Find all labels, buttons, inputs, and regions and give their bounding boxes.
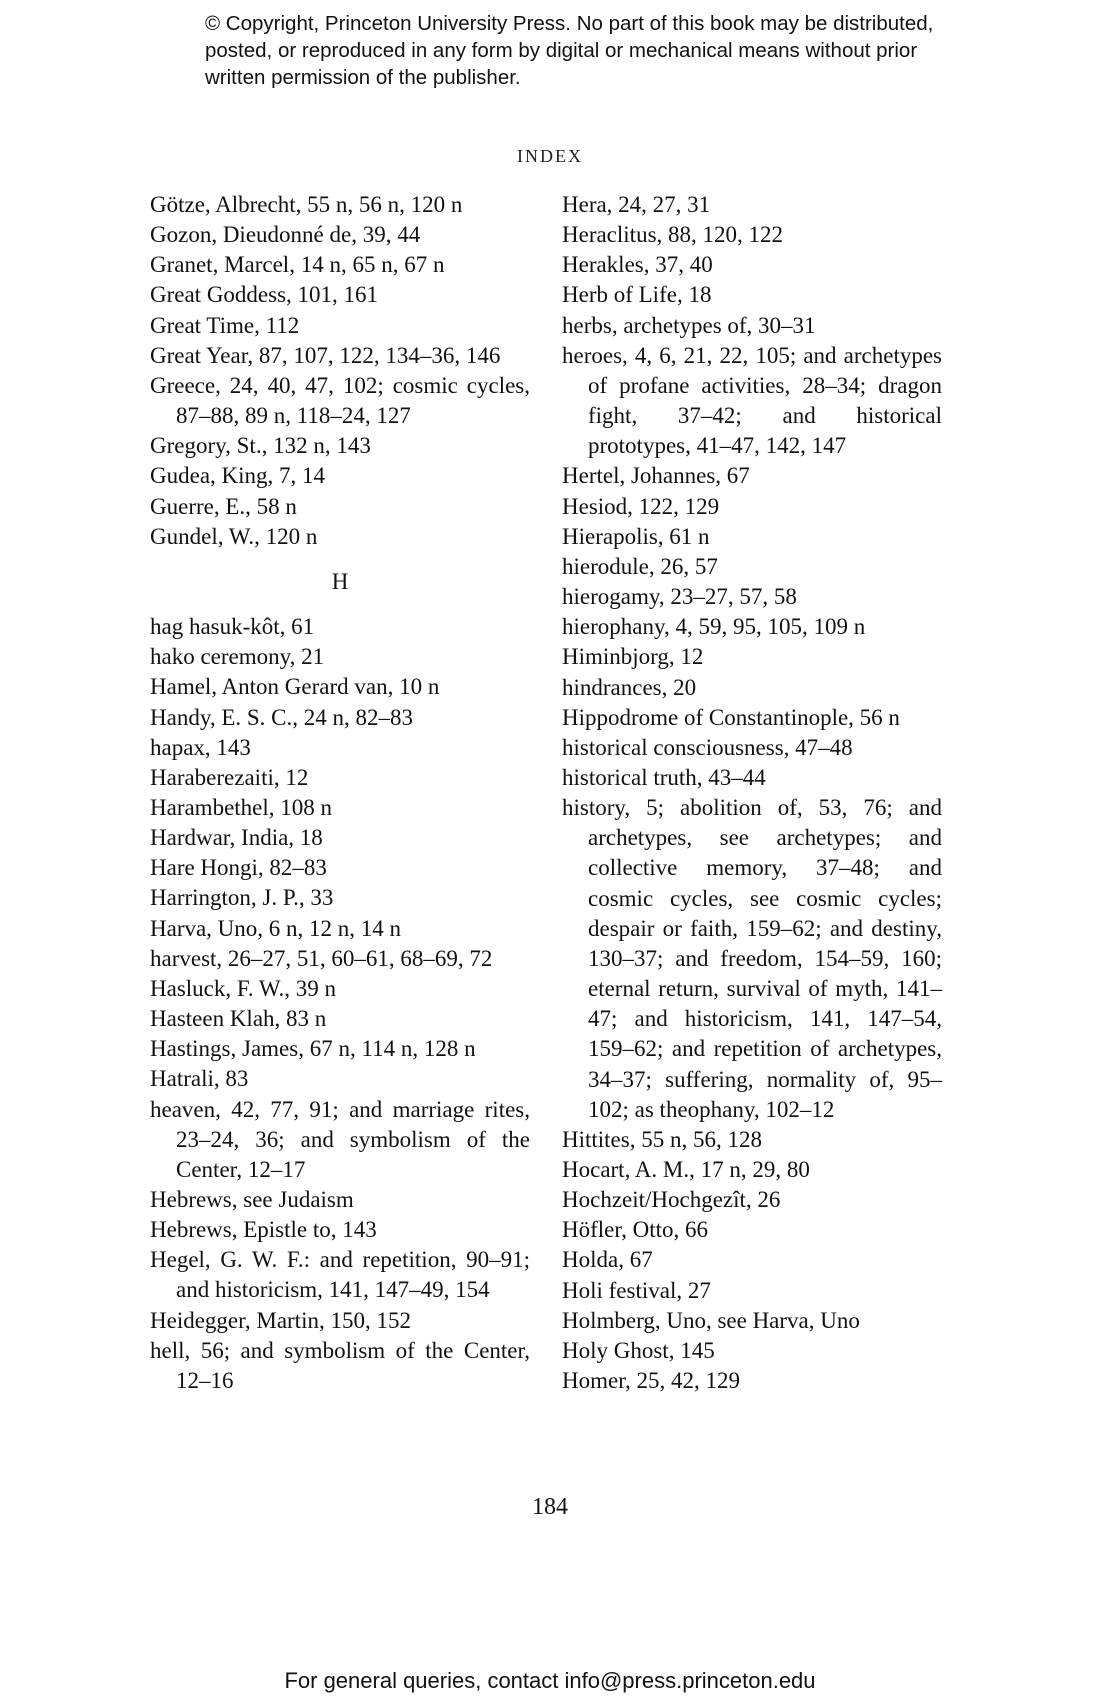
- index-entry: heroes, 4, 6, 21, 22, 105; and archetypes of profane activities, 28–34; dragon fight, 37–42; and historical prototypes, 41–47, 142, 147: [562, 342, 942, 459]
- index-entry: Götze, Albrecht, 55 n, 56 n, 120 n: [150, 192, 463, 217]
- index-entry: Hasluck, F. W., 39 n: [150, 975, 336, 1001]
- index-entry: Harva, Uno, 6 n, 12 n, 14 n: [150, 915, 402, 941]
- index-entry: Holy Ghost, 145: [562, 1337, 715, 1363]
- index-entry: Gozon, Dieudonné de, 39, 44: [150, 222, 421, 248]
- index-entry: Hebrews, see Judaism: [150, 1187, 354, 1212]
- index-entry: Hittites, 55 n, 56, 128: [562, 1126, 762, 1152]
- index-entry: Hocart, A. M., 17 n, 29, 80: [562, 1157, 810, 1182]
- index-entry: Great Year, 87, 107, 122, 134–36, 146: [150, 342, 501, 368]
- index-entry: Hippodrome of Constantinople, 56 n: [562, 704, 900, 730]
- index-entry: harvest, 26–27, 51, 60–61, 68–69, 72: [150, 945, 493, 971]
- index-entry: hag hasuk-kôt, 61: [150, 614, 315, 640]
- index-entry: Great Goddess, 101, 161: [150, 282, 379, 308]
- section-letter-heading: H: [331, 568, 349, 594]
- index-entry: Holi festival, 27: [562, 1277, 711, 1303]
- index-entry: Gudea, King, 7, 14: [150, 463, 326, 489]
- index-entry: Hamel, Anton Gerard van, 10 n: [150, 674, 440, 700]
- index-entry: historical consciousness, 47–48: [562, 734, 853, 760]
- index-column-left: [150, 190, 530, 1396]
- index-entry: Himinbjorg, 12: [562, 644, 704, 670]
- index-entry: history, 5; abolition of, 53, 76; and archetypes, see archetypes; and collective memory, 37–48; and cosmic cycles, see cosmic cycles; despair or faith, 159–62; and destiny, 130–37; and freedom, 154–59, 160; eternal return, survival of myth, 141–47; and historicism, 141, 147–54, 159–62; and repetition of archetypes, 34–37; suffering, normality of, 95–102; as theophany, 102–12: [562, 795, 942, 1122]
- index-entry: Heraclitus, 88, 120, 122: [562, 222, 784, 248]
- index-entry: Hesiod, 122, 129: [562, 493, 720, 519]
- index-entry: Heidegger, Martin, 150, 152: [150, 1307, 411, 1333]
- index-entry: Herb of Life, 18: [562, 282, 712, 308]
- index-entry: Hochzeit/Hochgezît, 26: [562, 1187, 781, 1213]
- index-entry: Holda, 67: [562, 1247, 653, 1273]
- index-entry: Herakles, 37, 40: [562, 252, 713, 278]
- copyright-notice: © Copyright, Princeton University Press. No part of this book may be distributed, posted, or reproduced in any form by digital or mechanical means without prior written permission of the publisher.: [205, 12, 934, 89]
- index-entry: Hare Hongi, 82–83: [150, 855, 327, 881]
- index-entry: Handy, E. S. C., 24 n, 82–83: [150, 704, 414, 730]
- index-entry: Granet, Marcel, 14 n, 65 n, 67 n: [150, 252, 445, 278]
- index-entry: Haraberezaiti, 12: [150, 764, 309, 790]
- index-entry: Great Time, 112: [150, 312, 300, 338]
- index-entry: historical truth, 43–44: [562, 764, 766, 790]
- index-entry: heaven, 42, 77, 91; and marriage rites, 23–24, 36; and symbolism of the Center, 12–17: [150, 1096, 530, 1182]
- index-entry: hierodule, 26, 57: [562, 553, 718, 579]
- footer-contact: For general queries, contact info@press.princeton.edu: [284, 1668, 816, 1693]
- index-entry: Hastings, James, 67 n, 114 n, 128 n: [150, 1036, 476, 1062]
- index-entry: Guerre, E., 58 n: [150, 493, 297, 519]
- index-entry: Höfler, Otto, 66: [562, 1217, 708, 1243]
- index-column-right: [562, 190, 942, 1396]
- index-entry: hako ceremony, 21: [150, 644, 325, 670]
- index-entry: herbs, archetypes of, 30–31: [562, 312, 816, 338]
- index-entry: Gundel, W., 120 n: [150, 523, 318, 549]
- index-entry: Hera, 24, 27, 31: [562, 192, 711, 217]
- index-entry: Hegel, G. W. F.: and repetition, 90–91; and historicism, 141, 147–49, 154: [150, 1247, 530, 1303]
- index-entry: hapax, 143: [150, 734, 251, 760]
- page-title: INDEX: [517, 146, 583, 166]
- index-entry: hindrances, 20: [562, 674, 697, 700]
- index-entry: Harambethel, 108 n: [150, 794, 333, 820]
- page-number: 184: [532, 1494, 568, 1520]
- index-entry: hierogamy, 23–27, 57, 58: [562, 584, 797, 610]
- index-entry: hell, 56; and symbolism of the Center, 12–16: [150, 1337, 530, 1393]
- index-entry: Greece, 24, 40, 47, 102; cosmic cycles, 87–88, 89 n, 118–24, 127: [150, 372, 530, 429]
- index-entry: Hasteen Klah, 83 n: [150, 1006, 327, 1032]
- index-entry: Homer, 25, 42, 129: [562, 1368, 740, 1394]
- index-entry: Hatrali, 83: [150, 1066, 249, 1092]
- index-entry: Gregory, St., 132 n, 143: [150, 433, 371, 459]
- index-entry: Holmberg, Uno, see Harva, Uno: [562, 1307, 860, 1333]
- index-entry: Harrington, J. P., 33: [150, 885, 334, 911]
- index-entry: Hertel, Johannes, 67: [562, 463, 750, 489]
- index-entry: Hardwar, India, 18: [150, 825, 323, 851]
- index-entry: hierophany, 4, 59, 95, 105, 109 n: [562, 614, 866, 640]
- index-entry: Hebrews, Epistle to, 143: [150, 1217, 377, 1243]
- index-entry: Hierapolis, 61 n: [562, 523, 710, 549]
